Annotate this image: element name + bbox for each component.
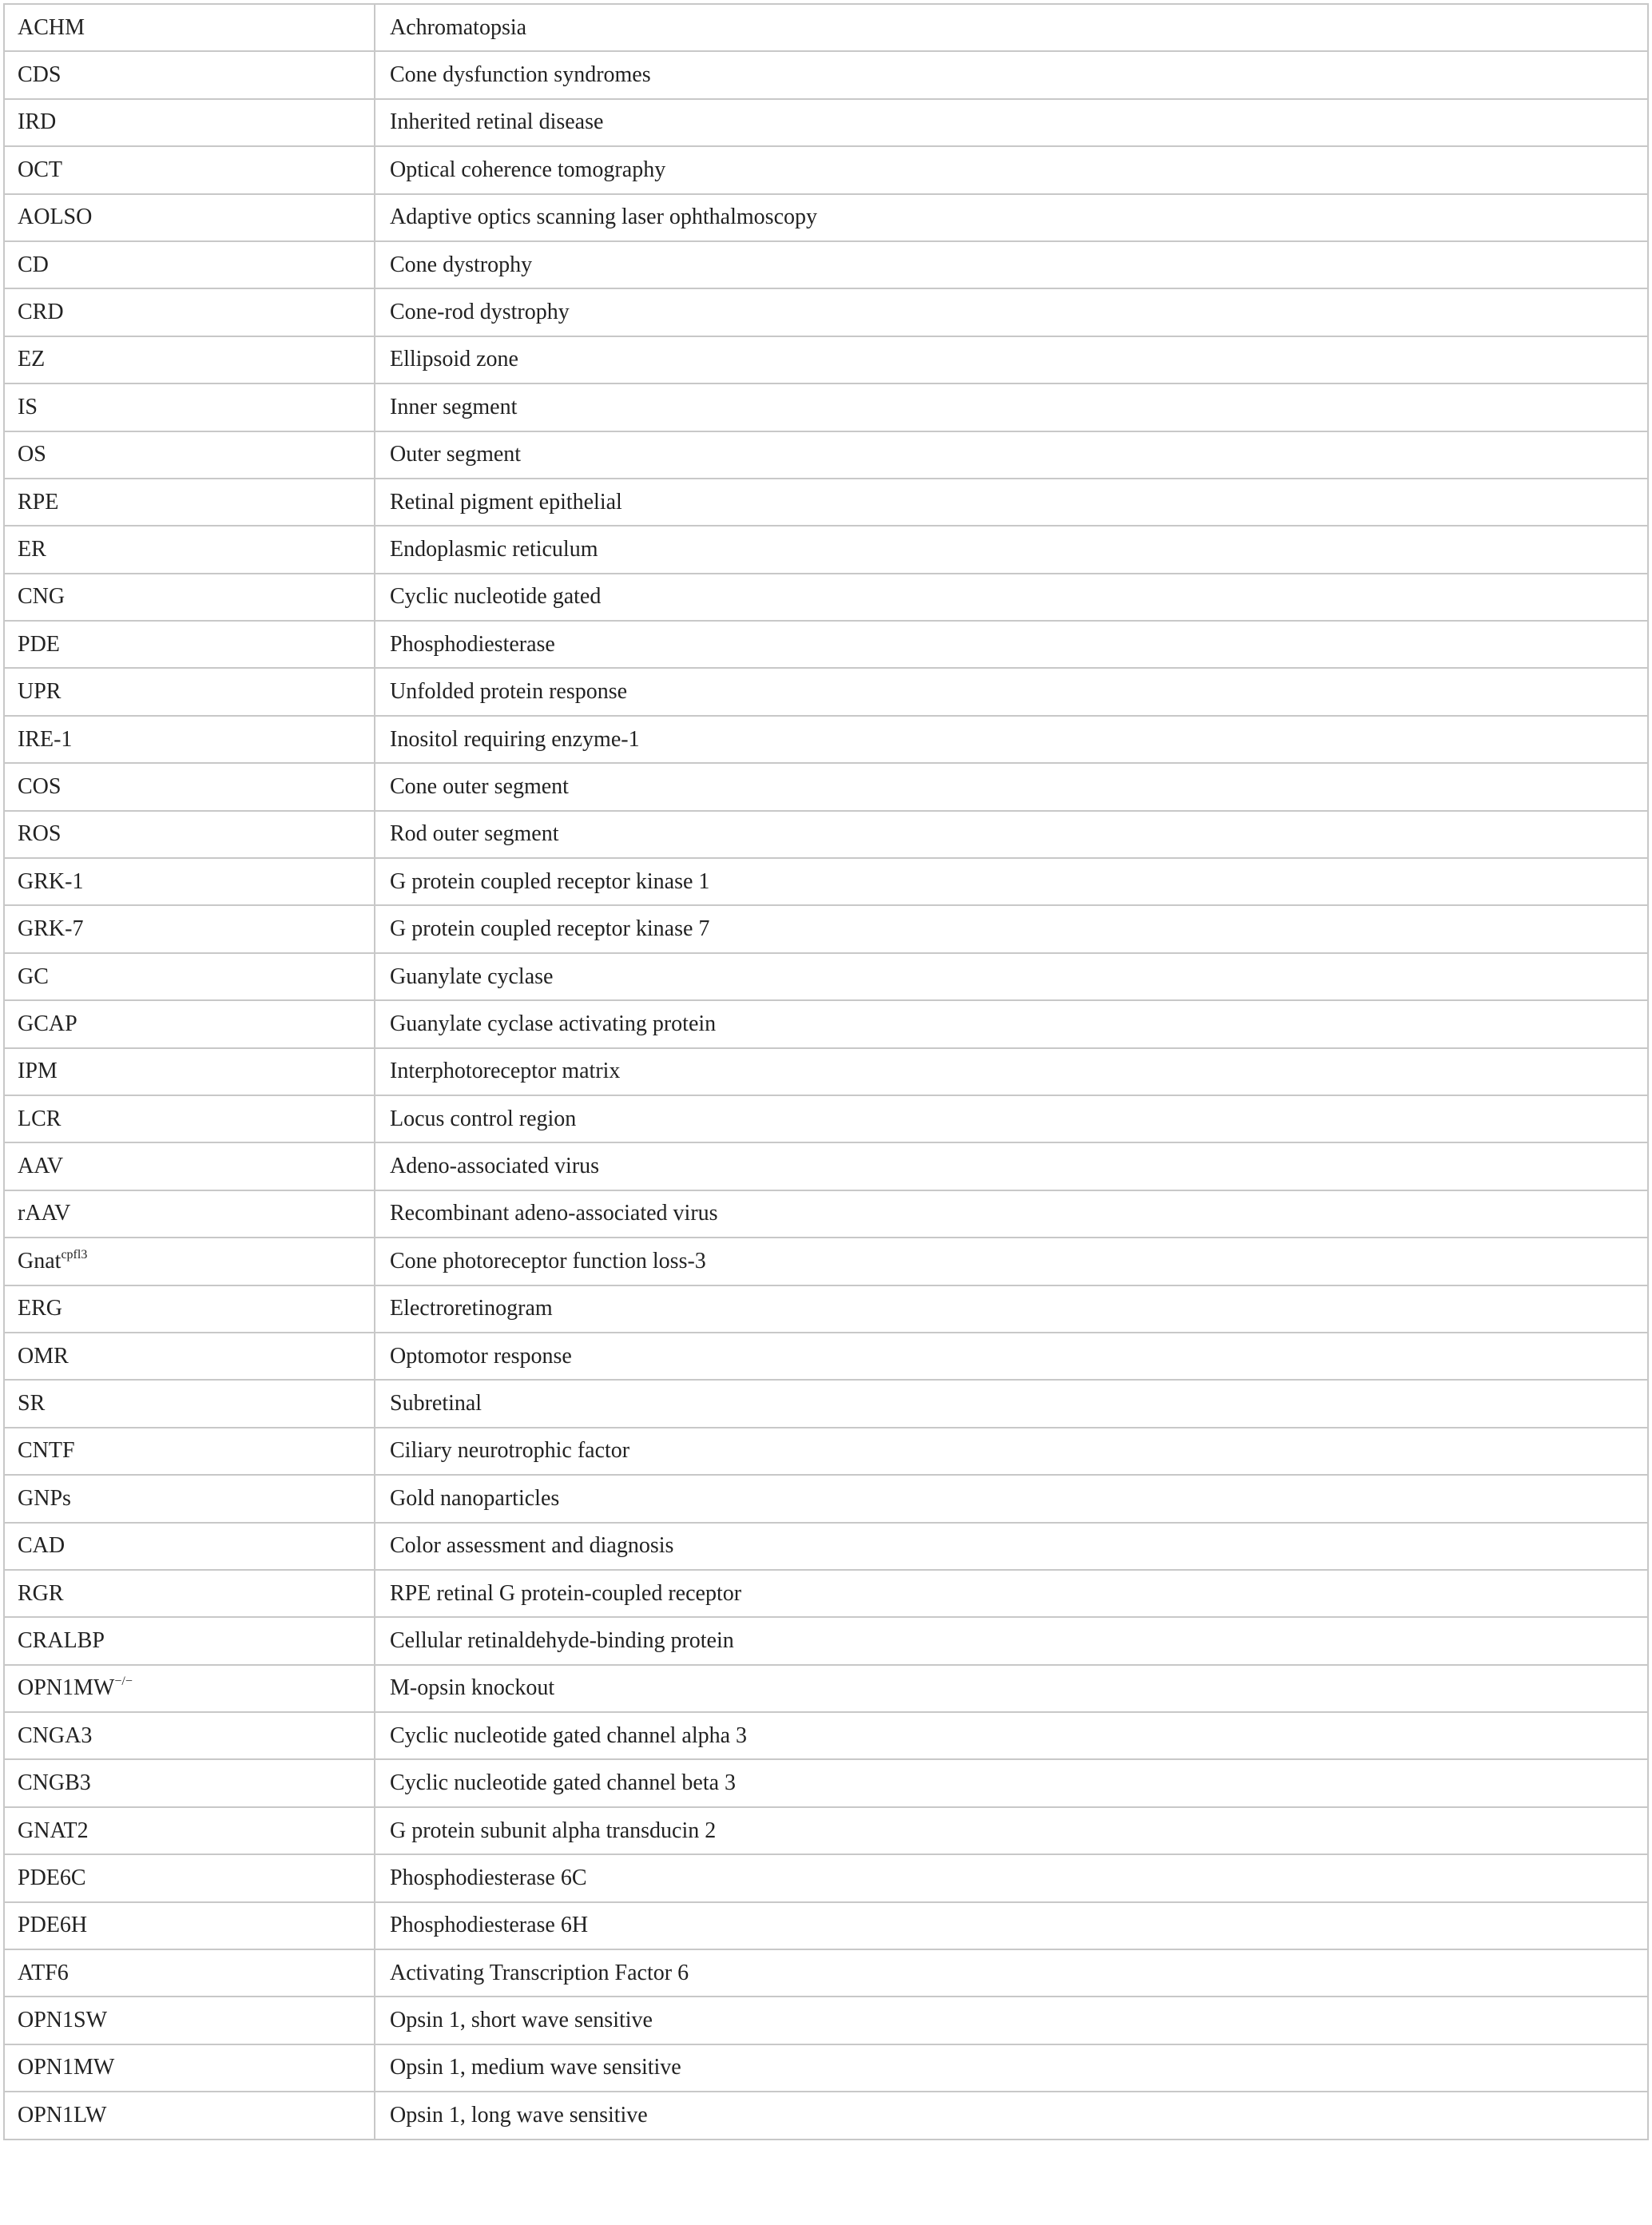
definition-cell [375, 1095, 1648, 1142]
abbreviation-cell [4, 51, 375, 98]
abbreviation-text: OCT [18, 157, 62, 182]
table-row [4, 1854, 1648, 1901]
abbreviation-text: OPN1LW [18, 2102, 107, 2128]
abbreviation-text: Gnat [18, 1248, 62, 1273]
abbreviation-cell [4, 479, 375, 526]
table-row [4, 1190, 1648, 1238]
table-row [4, 336, 1648, 383]
definition-text: Achromatopsia [390, 14, 527, 40]
abbreviation-text: ERG [18, 1296, 62, 1321]
abbreviation-cell [4, 383, 375, 431]
table-row [4, 574, 1648, 621]
table-row [4, 383, 1648, 431]
table-row [4, 1902, 1648, 1949]
table-row [4, 99, 1648, 146]
table-row [4, 1997, 1648, 2044]
abbreviation-text: GC [18, 964, 49, 989]
abbreviation-text: CRD [18, 300, 64, 325]
abbreviations-table-container [3, 3, 1647, 2140]
abbreviation-text: CNTF [18, 1438, 75, 1464]
abbreviation-cell [4, 146, 375, 193]
definition-text: RPE retinal G protein-coupled receptor [390, 1580, 742, 1606]
table-row [4, 1949, 1648, 1997]
definition-text: Outer segment [390, 442, 522, 467]
abbreviation-text: CNGA3 [18, 1722, 93, 1748]
abbreviation-text: CRALBP [18, 1627, 105, 1653]
abbreviation-superscript: −/− [114, 1675, 133, 1689]
table-row [4, 4, 1648, 51]
definition-cell [375, 1854, 1648, 1901]
definition-text: Interphotoreceptor matrix [390, 1059, 621, 1084]
abbreviation-cell [4, 1665, 375, 1712]
definition-cell [375, 668, 1648, 715]
definition-text: Cellular retinaldehyde-binding protein [390, 1627, 734, 1653]
abbreviation-cell [4, 1854, 375, 1901]
definition-text: G protein coupled receptor kinase 1 [390, 868, 710, 894]
abbreviation-text: PDE6H [18, 1913, 88, 1938]
table-row [4, 1807, 1648, 1854]
definition-text: Cyclic nucleotide gated channel beta 3 [390, 1770, 737, 1796]
abbreviation-text: AAV [18, 1154, 64, 1179]
table-row [4, 1665, 1648, 1712]
abbreviation-cell [4, 1190, 375, 1238]
definition-text: Cyclic nucleotide gated channel alpha 3 [390, 1722, 748, 1748]
definition-text: Guanylate cyclase [390, 964, 554, 989]
abbreviation-cell [4, 526, 375, 573]
table-row [4, 668, 1648, 715]
abbreviation-cell [4, 336, 375, 383]
definition-cell [375, 621, 1648, 668]
definition-text: Optomotor response [390, 1343, 572, 1369]
table-row [4, 858, 1648, 905]
definition-cell [375, 288, 1648, 336]
abbreviation-text: OS [18, 442, 46, 467]
table-row [4, 905, 1648, 952]
abbreviation-text: OPN1MW [18, 1675, 115, 1701]
definition-text: Phosphodiesterase 6H [390, 1913, 589, 1938]
table-row [4, 1617, 1648, 1664]
abbreviation-text: PDE6C [18, 1865, 86, 1890]
abbreviation-text: AOLSO [18, 205, 93, 230]
definition-cell [375, 1238, 1648, 1285]
definition-text: Ellipsoid zone [390, 347, 518, 372]
definition-text: Cyclic nucleotide gated [390, 584, 602, 610]
abbreviation-cell [4, 574, 375, 621]
abbreviation-cell [4, 1048, 375, 1095]
definition-cell [375, 431, 1648, 479]
definition-cell [375, 1333, 1648, 1380]
table-row [4, 526, 1648, 573]
abbreviation-text: COS [18, 773, 62, 799]
abbreviation-cell [4, 905, 375, 952]
definition-text: Cone outer segment [390, 773, 569, 799]
table-row [4, 716, 1648, 763]
abbreviation-text: rAAV [18, 1201, 71, 1226]
definition-cell [375, 1759, 1648, 1806]
definition-cell [375, 99, 1648, 146]
definition-text: Subretinal [390, 1391, 482, 1416]
definition-text: Rod outer segment [390, 821, 559, 847]
table-row [4, 2092, 1648, 2139]
abbreviation-cell [4, 1142, 375, 1190]
definition-text: Unfolded protein response [390, 679, 628, 705]
definition-cell [375, 1665, 1648, 1712]
definition-text: Gold nanoparticles [390, 1485, 560, 1511]
abbreviation-cell [4, 1759, 375, 1806]
abbreviation-text: PDE [18, 631, 60, 657]
abbreviation-cell [4, 1095, 375, 1142]
abbreviation-text: EZ [18, 347, 46, 372]
definition-cell [375, 858, 1648, 905]
abbreviation-text: GRK-1 [18, 868, 84, 894]
definition-cell [375, 953, 1648, 1000]
definition-cell [375, 1048, 1648, 1095]
definition-text: Inherited retinal disease [390, 109, 604, 135]
definition-cell [375, 1523, 1648, 1570]
definition-text: G protein subunit alpha transducin 2 [390, 1818, 717, 1843]
definition-text: Adeno-associated virus [390, 1154, 600, 1179]
abbreviation-cell [4, 241, 375, 288]
definition-cell [375, 1712, 1648, 1759]
definition-text: Inositol requiring enzyme-1 [390, 726, 640, 752]
table-row [4, 953, 1648, 1000]
table-row [4, 1333, 1648, 1380]
table-row [4, 1428, 1648, 1475]
definition-cell [375, 1997, 1648, 2044]
abbreviation-cell [4, 1997, 375, 2044]
definition-cell [375, 194, 1648, 241]
definition-cell [375, 2092, 1648, 2139]
abbreviation-cell [4, 1428, 375, 1475]
abbreviation-cell [4, 668, 375, 715]
definition-text: Adaptive optics scanning laser ophthalmoscopy [390, 205, 817, 230]
abbreviation-text: OMR [18, 1343, 69, 1369]
definition-text: Inner segment [390, 394, 518, 419]
definition-cell [375, 1000, 1648, 1047]
abbreviation-cell [4, 621, 375, 668]
abbreviation-cell [4, 431, 375, 479]
abbreviation-cell [4, 811, 375, 858]
definition-cell [375, 241, 1648, 288]
abbreviation-cell [4, 1523, 375, 1570]
table-row [4, 1380, 1648, 1427]
abbreviation-text: GRK-7 [18, 916, 84, 942]
abbreviation-cell [4, 2092, 375, 2139]
abbreviation-cell [4, 1570, 375, 1617]
definition-cell [375, 51, 1648, 98]
abbreviation-text: CAD [18, 1533, 66, 1559]
definition-cell [375, 336, 1648, 383]
abbreviation-text: IPM [18, 1059, 58, 1084]
abbreviation-cell [4, 1333, 375, 1380]
definition-cell [375, 574, 1648, 621]
abbreviation-cell [4, 4, 375, 51]
definition-text: Phosphodiesterase 6C [390, 1865, 587, 1890]
definition-cell [375, 2044, 1648, 2092]
definition-text: Recombinant adeno-associated virus [390, 1201, 718, 1226]
table-row [4, 1285, 1648, 1333]
definition-text: Opsin 1, long wave sensitive [390, 2102, 648, 2128]
abbreviation-text: LCR [18, 1106, 62, 1131]
abbreviations-table-body [4, 4, 1648, 2140]
abbreviation-cell [4, 763, 375, 810]
table-row [4, 1000, 1648, 1047]
table-row [4, 51, 1648, 98]
definition-cell [375, 479, 1648, 526]
definition-text: Color assessment and diagnosis [390, 1533, 674, 1559]
abbreviation-text: ACHM [18, 14, 85, 40]
abbreviation-text: CNGB3 [18, 1770, 91, 1796]
abbreviation-text: UPR [18, 679, 62, 705]
abbreviation-text: ER [18, 536, 46, 562]
abbreviation-cell [4, 1902, 375, 1949]
abbreviation-cell [4, 716, 375, 763]
table-row [4, 1048, 1648, 1095]
definition-cell [375, 811, 1648, 858]
abbreviation-text: ATF6 [18, 1960, 69, 1985]
abbreviation-cell [4, 288, 375, 336]
table-row [4, 1142, 1648, 1190]
definition-cell [375, 905, 1648, 952]
definition-text: Cone photoreceptor function loss-3 [390, 1248, 706, 1273]
definition-text: Opsin 1, medium wave sensitive [390, 2055, 681, 2080]
abbreviation-text: OPN1MW [18, 2055, 115, 2080]
abbreviation-text: GCAP [18, 1011, 77, 1036]
abbreviation-cell [4, 1285, 375, 1333]
definition-text: G protein coupled receptor kinase 7 [390, 916, 710, 942]
definition-cell [375, 1475, 1648, 1522]
definition-text: Cone dysfunction syndromes [390, 62, 651, 88]
table-row [4, 1238, 1648, 1285]
definition-cell [375, 526, 1648, 573]
definition-text: Cone dystrophy [390, 252, 533, 277]
definition-text: Opsin 1, short wave sensitive [390, 2008, 653, 2033]
abbreviation-cell [4, 99, 375, 146]
abbreviation-text: GNAT2 [18, 1818, 89, 1843]
abbreviation-cell [4, 1475, 375, 1522]
table-row [4, 479, 1648, 526]
abbreviation-cell [4, 1238, 375, 1285]
abbreviation-text: CNG [18, 584, 66, 610]
table-row [4, 241, 1648, 288]
abbreviation-cell [4, 1380, 375, 1427]
table-row [4, 288, 1648, 336]
abbreviations-table [3, 3, 1649, 2140]
abbreviation-cell [4, 1949, 375, 1997]
table-row [4, 621, 1648, 668]
definition-cell [375, 1617, 1648, 1664]
table-row [4, 146, 1648, 193]
abbreviation-text: RPE [18, 489, 59, 515]
abbreviation-cell [4, 1807, 375, 1854]
abbreviation-text: SR [18, 1391, 46, 1416]
abbreviation-cell [4, 2044, 375, 2092]
definition-cell [375, 1949, 1648, 1997]
definition-cell [375, 716, 1648, 763]
table-row [4, 1475, 1648, 1522]
abbreviation-text: IRE-1 [18, 726, 73, 752]
abbreviation-cell [4, 194, 375, 241]
abbreviation-text: GNPs [18, 1485, 71, 1511]
definition-cell [375, 1190, 1648, 1238]
definition-text: Ciliary neurotrophic factor [390, 1438, 630, 1464]
table-row [4, 1712, 1648, 1759]
table-row [4, 811, 1648, 858]
definition-cell [375, 4, 1648, 51]
definition-text: Optical coherence tomography [390, 157, 666, 182]
table-row [4, 1759, 1648, 1806]
definition-text: M-opsin knockout [390, 1675, 555, 1701]
abbreviation-superscript: cpfl3 [61, 1247, 88, 1261]
definition-cell [375, 1142, 1648, 1190]
table-row [4, 194, 1648, 241]
abbreviation-cell [4, 953, 375, 1000]
definition-text: Electroretinogram [390, 1296, 553, 1321]
abbreviation-text: OPN1SW [18, 2008, 108, 2033]
abbreviation-cell [4, 1000, 375, 1047]
abbreviation-cell [4, 1712, 375, 1759]
definition-text: Locus control region [390, 1106, 577, 1131]
definition-text: Activating Transcription Factor 6 [390, 1960, 689, 1985]
definition-cell [375, 1285, 1648, 1333]
abbreviation-cell [4, 858, 375, 905]
abbreviation-text: IRD [18, 109, 57, 135]
table-row [4, 763, 1648, 810]
definition-text: Phosphodiesterase [390, 631, 555, 657]
definition-text: Guanylate cyclase activating protein [390, 1011, 717, 1036]
table-row [4, 2044, 1648, 2092]
abbreviation-text: ROS [18, 821, 62, 847]
definition-cell [375, 1902, 1648, 1949]
abbreviation-cell [4, 1617, 375, 1664]
table-row [4, 1570, 1648, 1617]
abbreviation-text: CDS [18, 62, 62, 88]
abbreviation-text: IS [18, 394, 38, 419]
table-row [4, 1095, 1648, 1142]
definition-cell [375, 763, 1648, 810]
definition-cell [375, 1380, 1648, 1427]
table-row [4, 431, 1648, 479]
table-row [4, 1523, 1648, 1570]
definition-cell [375, 383, 1648, 431]
definition-text: Endoplasmic reticulum [390, 536, 598, 562]
definition-text: Cone-rod dystrophy [390, 300, 570, 325]
definition-cell [375, 1428, 1648, 1475]
abbreviation-text: CD [18, 252, 49, 277]
definition-cell [375, 1807, 1648, 1854]
definition-cell [375, 1570, 1648, 1617]
abbreviation-text: RGR [18, 1580, 64, 1606]
definition-cell [375, 146, 1648, 193]
definition-text: Retinal pigment epithelial [390, 489, 622, 515]
